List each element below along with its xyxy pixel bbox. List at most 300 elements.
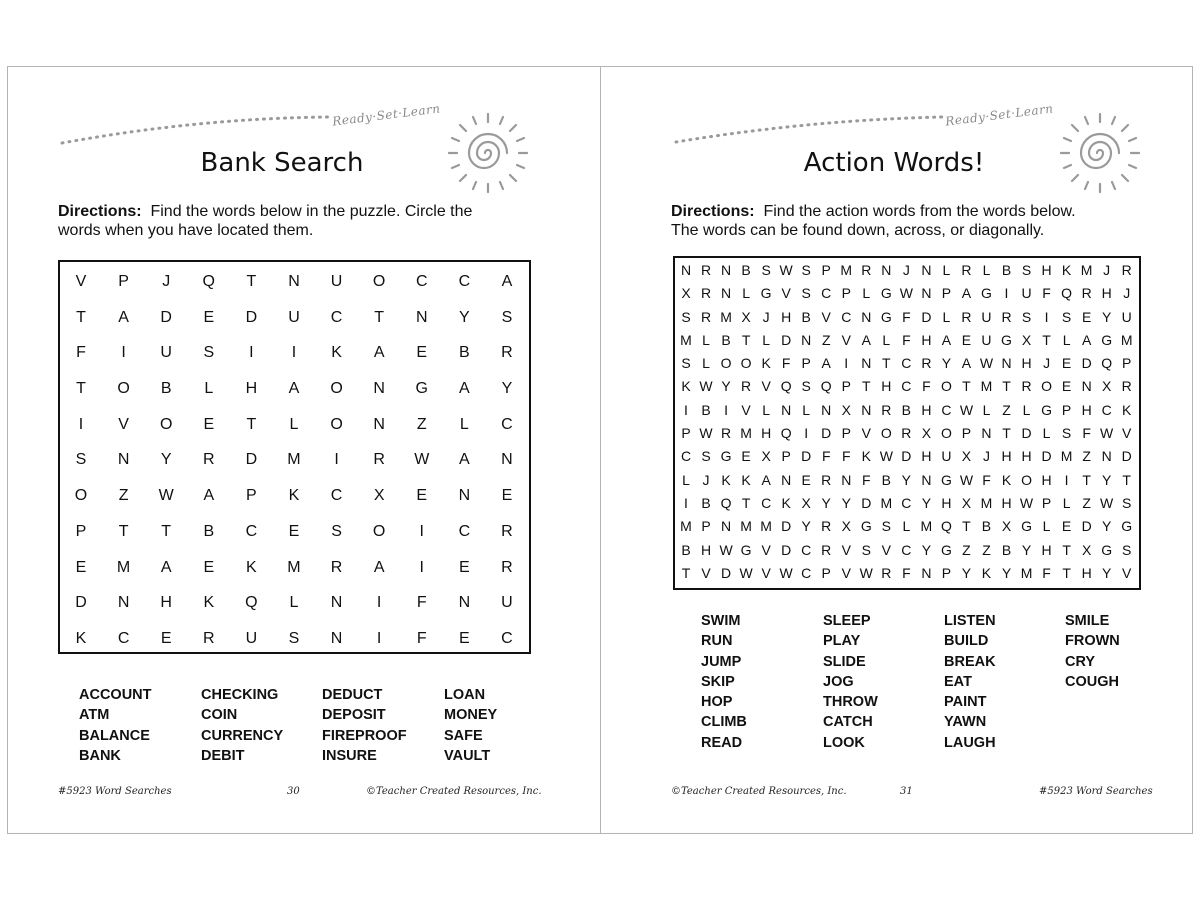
grid-letter[interactable]: C — [901, 378, 912, 395]
grid-letter[interactable]: M — [840, 262, 853, 278]
grid-letter[interactable]: P — [1041, 494, 1052, 511]
grid-letter[interactable]: Q — [820, 378, 832, 395]
grid-letter[interactable]: K — [981, 564, 992, 581]
grid-letter[interactable]: J — [1043, 355, 1051, 372]
grid-letter[interactable]: B — [160, 380, 172, 398]
grid-letter[interactable]: K — [681, 378, 691, 395]
grid-letter[interactable]: F — [781, 355, 791, 372]
grid-letter[interactable]: H — [921, 331, 932, 348]
grid-letter[interactable]: N — [330, 629, 343, 647]
grid-letter[interactable]: T — [1062, 541, 1071, 558]
grid-letter[interactable]: O — [372, 522, 386, 540]
grid-letter[interactable]: S — [75, 451, 87, 469]
grid-letter[interactable]: Q — [202, 273, 215, 290]
grid-letter[interactable]: V — [761, 541, 771, 558]
grid-letter[interactable]: R — [1121, 262, 1132, 278]
grid-letter[interactable]: E — [416, 487, 428, 505]
grid-letter[interactable]: S — [801, 262, 811, 278]
grid-letter[interactable]: T — [374, 308, 385, 326]
grid-letter[interactable]: M — [980, 494, 993, 511]
grid-letter[interactable]: Y — [1021, 541, 1032, 558]
grid-letter[interactable]: T — [76, 308, 86, 326]
grid-letter[interactable]: A — [373, 558, 385, 576]
grid-letter[interactable]: Z — [982, 541, 991, 558]
grid-letter[interactable]: N — [821, 401, 832, 418]
grid-letter[interactable]: V — [75, 273, 87, 290]
grid-letter[interactable]: W — [899, 285, 913, 302]
grid-letter[interactable]: L — [1042, 425, 1051, 442]
grid-letter[interactable]: P — [941, 564, 952, 581]
grid-letter[interactable]: T — [1042, 331, 1051, 348]
grid-letter[interactable]: Q — [780, 378, 792, 395]
grid-letter[interactable]: L — [942, 308, 951, 325]
grid-letter[interactable]: M — [760, 518, 772, 535]
grid-letter[interactable]: A — [203, 487, 215, 505]
grid-letter[interactable]: R — [373, 451, 385, 469]
grid-letter[interactable]: Y — [841, 494, 851, 511]
grid-letter[interactable]: N — [921, 262, 932, 278]
grid-letter[interactable]: D — [75, 594, 87, 612]
grid-letter[interactable]: V — [761, 564, 771, 581]
grid-letter[interactable]: S — [681, 308, 691, 325]
grid-letter[interactable]: U — [1121, 308, 1132, 325]
grid-letter[interactable]: O — [940, 425, 952, 442]
grid-letter[interactable]: V — [881, 541, 891, 558]
grid-letter[interactable]: T — [741, 331, 751, 348]
grid-letter[interactable]: G — [740, 541, 752, 558]
grid-letter[interactable]: U — [245, 629, 258, 647]
grid-letter[interactable]: W — [158, 487, 174, 505]
grid-letter[interactable]: R — [921, 355, 932, 372]
grid-letter[interactable]: B — [203, 522, 215, 540]
grid-letter[interactable]: H — [245, 380, 258, 398]
grid-letter[interactable]: P — [841, 425, 851, 442]
grid-letter[interactable]: O — [1041, 378, 1052, 395]
grid-letter[interactable]: S — [1061, 308, 1072, 325]
grid-letter[interactable]: E — [961, 331, 972, 348]
grid-letter[interactable]: R — [1121, 378, 1132, 395]
grid-letter[interactable]: C — [801, 541, 812, 558]
grid-letter[interactable]: C — [415, 273, 428, 290]
grid-letter[interactable]: A — [459, 451, 470, 469]
grid-letter[interactable]: D — [1021, 425, 1032, 442]
grid-letter[interactable]: E — [416, 344, 428, 362]
grid-letter[interactable]: K — [861, 448, 871, 465]
grid-letter[interactable]: Q — [940, 518, 952, 535]
grid-letter[interactable]: V — [118, 415, 129, 433]
grid-letter[interactable]: B — [681, 541, 691, 558]
grid-letter[interactable]: N — [458, 594, 471, 612]
grid-letter[interactable]: Q — [245, 594, 258, 612]
grid-letter[interactable]: H — [1021, 355, 1032, 372]
grid-letter[interactable]: E — [1061, 378, 1072, 395]
grid-letter[interactable]: L — [802, 401, 811, 418]
grid-letter[interactable]: A — [821, 355, 831, 372]
grid-letter[interactable]: O — [74, 487, 88, 505]
grid-letter[interactable]: T — [962, 378, 971, 395]
grid-letter[interactable]: W — [879, 448, 893, 465]
grid-letter[interactable]: L — [204, 380, 214, 398]
grid-letter[interactable]: L — [1062, 331, 1071, 348]
grid-letter[interactable]: H — [1041, 471, 1052, 488]
grid-letter[interactable]: E — [203, 415, 215, 433]
grid-letter[interactable]: R — [821, 541, 832, 558]
grid-letter[interactable]: I — [1044, 308, 1049, 325]
grid-letter[interactable]: L — [982, 262, 991, 278]
grid-letter[interactable]: I — [334, 451, 339, 469]
grid-letter[interactable]: K — [288, 487, 300, 505]
grid-letter[interactable]: Y — [1001, 564, 1012, 581]
grid-letter[interactable]: O — [740, 355, 752, 372]
grid-letter[interactable]: I — [1064, 471, 1069, 488]
grid-letter[interactable]: K — [761, 355, 771, 372]
grid-letter[interactable]: S — [861, 541, 871, 558]
grid-letter[interactable]: K — [721, 471, 731, 488]
grid-letter[interactable]: C — [680, 448, 692, 465]
grid-letter[interactable]: B — [721, 331, 731, 348]
grid-letter[interactable]: N — [1001, 355, 1012, 372]
grid-letter[interactable]: N — [330, 594, 343, 612]
grid-letter[interactable]: B — [741, 262, 751, 278]
grid-letter[interactable]: B — [881, 471, 891, 488]
grid-letter[interactable]: C — [458, 273, 471, 290]
grid-letter[interactable]: U — [160, 344, 172, 362]
grid-letter[interactable]: I — [419, 558, 424, 576]
grid-letter[interactable]: H — [1041, 262, 1052, 278]
grid-letter[interactable]: Y — [901, 471, 912, 488]
grid-letter[interactable]: E — [1061, 355, 1072, 372]
grid-letter[interactable]: M — [980, 378, 993, 395]
grid-letter[interactable]: J — [902, 262, 910, 278]
grid-letter[interactable]: N — [458, 487, 471, 505]
grid-letter[interactable]: R — [961, 308, 972, 325]
grid-letter[interactable]: S — [1122, 541, 1132, 558]
grid-letter[interactable]: H — [941, 494, 952, 511]
grid-letter[interactable]: U — [330, 273, 343, 290]
grid-letter[interactable]: E — [75, 558, 87, 576]
grid-letter[interactable]: D — [160, 308, 172, 326]
grid-letter[interactable]: Q — [780, 425, 792, 442]
grid-letter[interactable]: W — [739, 564, 753, 581]
grid-letter[interactable]: N — [373, 380, 385, 398]
grid-letter[interactable]: C — [330, 308, 343, 326]
grid-letter[interactable]: L — [1022, 401, 1031, 418]
grid-letter[interactable]: F — [982, 471, 991, 488]
grid-letter[interactable]: R — [501, 522, 513, 540]
grid-letter[interactable]: S — [1122, 494, 1132, 511]
grid-letter[interactable]: P — [701, 518, 711, 535]
grid-letter[interactable]: G — [880, 308, 892, 325]
grid-letter[interactable]: L — [1062, 494, 1071, 511]
grid-letter[interactable]: S — [801, 285, 811, 302]
grid-letter[interactable]: P — [681, 425, 691, 442]
grid-letter[interactable]: E — [288, 522, 300, 540]
grid-letter[interactable]: A — [941, 331, 952, 348]
grid-letter[interactable]: P — [118, 273, 129, 290]
grid-letter[interactable]: A — [118, 308, 129, 326]
grid-letter[interactable]: N — [861, 308, 872, 325]
grid-letter[interactable]: G — [415, 380, 428, 398]
grid-letter[interactable]: R — [700, 285, 712, 302]
grid-letter[interactable]: H — [1001, 448, 1012, 465]
grid-letter[interactable]: J — [702, 471, 710, 488]
grid-letter[interactable]: V — [841, 331, 851, 348]
grid-letter[interactable]: X — [841, 518, 851, 535]
grid-letter[interactable]: L — [742, 285, 750, 302]
grid-letter[interactable]: A — [288, 380, 300, 398]
grid-letter[interactable]: E — [1081, 308, 1092, 325]
grid-letter[interactable]: I — [684, 401, 688, 418]
grid-letter[interactable]: N — [721, 285, 732, 302]
grid-letter[interactable]: W — [414, 451, 430, 469]
grid-letter[interactable]: C — [841, 308, 852, 325]
grid-letter[interactable]: B — [901, 401, 912, 418]
grid-letter[interactable]: L — [1042, 518, 1051, 535]
grid-letter[interactable]: I — [724, 401, 728, 418]
grid-letter[interactable]: B — [801, 308, 811, 325]
grid-letter[interactable]: V — [781, 285, 791, 302]
grid-letter[interactable]: R — [1001, 308, 1012, 325]
grid-letter[interactable]: X — [681, 285, 691, 302]
grid-letter[interactable]: C — [901, 494, 912, 511]
grid-letter[interactable]: E — [160, 629, 172, 647]
grid-letter[interactable]: G — [860, 518, 872, 535]
grid-letter[interactable]: R — [1021, 378, 1032, 395]
grid-letter[interactable]: C — [761, 494, 772, 511]
grid-letter[interactable]: S — [881, 518, 891, 535]
grid-letter[interactable]: Y — [459, 308, 470, 326]
grid-letter[interactable]: I — [249, 344, 254, 362]
grid-letter[interactable]: E — [203, 558, 215, 576]
grid-letter[interactable]: A — [961, 285, 972, 302]
grid-letter[interactable]: I — [291, 344, 297, 362]
grid-letter[interactable]: G — [1121, 518, 1133, 535]
grid-letter[interactable]: X — [841, 401, 851, 418]
grid-letter[interactable]: D — [245, 451, 258, 469]
grid-letter[interactable]: I — [121, 344, 126, 362]
grid-letter[interactable]: G — [940, 541, 952, 558]
grid-letter[interactable]: V — [861, 425, 871, 442]
grid-letter[interactable]: I — [1004, 285, 1009, 302]
grid-letter[interactable]: I — [419, 522, 424, 540]
grid-letter[interactable]: X — [373, 487, 385, 505]
grid-letter[interactable]: P — [781, 448, 791, 465]
grid-letter[interactable]: F — [416, 629, 427, 647]
grid-letter[interactable]: H — [1041, 541, 1052, 558]
grid-letter[interactable]: H — [881, 378, 892, 395]
grid-letter[interactable]: G — [1101, 331, 1113, 348]
grid-letter[interactable]: M — [720, 308, 732, 325]
grid-letter[interactable]: D — [801, 448, 812, 465]
grid-letter[interactable]: O — [330, 415, 343, 433]
grid-letter[interactable]: P — [75, 522, 87, 540]
grid-letter[interactable]: Z — [416, 415, 427, 433]
grid-letter[interactable]: S — [701, 448, 711, 465]
grid-letter[interactable]: F — [902, 564, 911, 581]
grid-letter[interactable]: A — [501, 273, 513, 290]
grid-letter[interactable]: R — [881, 401, 892, 418]
grid-letter[interactable]: T — [962, 518, 971, 535]
grid-letter[interactable]: H — [1081, 401, 1092, 418]
grid-letter[interactable]: O — [372, 273, 386, 290]
grid-letter[interactable]: A — [373, 344, 385, 362]
grid-letter[interactable]: U — [288, 308, 300, 326]
grid-letter[interactable]: C — [458, 522, 471, 540]
grid-letter[interactable]: T — [246, 273, 257, 290]
grid-letter[interactable]: C — [901, 355, 912, 372]
grid-letter[interactable]: X — [1101, 378, 1112, 395]
grid-letter[interactable]: O — [1021, 471, 1032, 488]
grid-letter[interactable]: Z — [118, 487, 129, 505]
grid-letter[interactable]: F — [821, 448, 831, 465]
grid-letter[interactable]: V — [1122, 564, 1132, 581]
grid-letter[interactable]: L — [459, 415, 469, 433]
grid-letter[interactable]: M — [1020, 564, 1033, 581]
grid-letter[interactable]: B — [701, 401, 711, 418]
grid-letter[interactable]: E — [741, 448, 751, 465]
grid-letter[interactable]: T — [118, 522, 129, 540]
grid-letter[interactable]: N — [881, 262, 892, 278]
grid-letter[interactable]: F — [902, 331, 911, 348]
grid-letter[interactable]: D — [921, 308, 932, 325]
grid-letter[interactable]: V — [841, 541, 851, 558]
grid-letter[interactable]: T — [882, 355, 891, 372]
grid-letter[interactable]: P — [1061, 401, 1072, 418]
grid-letter[interactable]: O — [117, 380, 130, 398]
grid-letter[interactable]: U — [981, 331, 992, 348]
grid-letter[interactable]: D — [781, 331, 792, 348]
grid-letter[interactable]: L — [702, 331, 710, 348]
grid-letter[interactable]: X — [741, 308, 751, 325]
grid-letter[interactable]: X — [801, 494, 811, 511]
grid-letter[interactable]: C — [901, 541, 912, 558]
grid-letter[interactable]: M — [1060, 448, 1073, 465]
grid-letter[interactable]: Z — [1082, 494, 1091, 511]
grid-letter[interactable]: F — [1042, 285, 1051, 302]
grid-letter[interactable]: Z — [962, 541, 971, 558]
grid-letter[interactable]: J — [1103, 262, 1111, 278]
grid-letter[interactable]: O — [720, 355, 732, 372]
grid-letter[interactable]: F — [1042, 564, 1051, 581]
grid-letter[interactable]: E — [459, 629, 470, 647]
grid-letter[interactable]: K — [1061, 262, 1072, 278]
grid-letter[interactable]: R — [203, 629, 215, 647]
grid-letter[interactable]: M — [740, 425, 752, 442]
grid-letter[interactable]: K — [1122, 401, 1132, 418]
grid-letter[interactable]: L — [702, 355, 710, 372]
grid-letter[interactable]: M — [680, 331, 692, 348]
grid-letter[interactable]: Y — [1101, 308, 1112, 325]
grid-letter[interactable]: N — [921, 285, 932, 302]
grid-letter[interactable]: Y — [1101, 564, 1112, 581]
grid-letter[interactable]: C — [501, 415, 513, 433]
grid-letter[interactable]: R — [861, 262, 872, 278]
grid-letter[interactable]: Y — [821, 494, 831, 511]
grid-letter[interactable]: V — [841, 564, 851, 581]
grid-letter[interactable]: E — [203, 308, 215, 326]
grid-letter[interactable]: M — [116, 558, 131, 576]
grid-letter[interactable]: G — [720, 448, 732, 465]
grid-letter[interactable]: T — [741, 494, 751, 511]
grid-letter[interactable]: O — [330, 380, 343, 398]
grid-letter[interactable]: S — [1061, 425, 1072, 442]
grid-letter[interactable]: B — [459, 344, 470, 362]
grid-letter[interactable]: H — [921, 401, 932, 418]
grid-letter[interactable]: D — [1081, 355, 1092, 372]
grid-letter[interactable]: V — [741, 401, 751, 418]
grid-letter[interactable]: B — [1001, 262, 1012, 278]
grid-letter[interactable]: I — [376, 594, 382, 612]
grid-letter[interactable]: W — [979, 355, 994, 372]
grid-letter[interactable]: G — [940, 471, 952, 488]
grid-letter[interactable]: H — [700, 541, 712, 558]
grid-letter[interactable]: W — [699, 425, 713, 442]
grid-letter[interactable]: G — [880, 285, 892, 302]
grid-letter[interactable]: V — [761, 378, 771, 395]
grid-letter[interactable]: C — [330, 487, 343, 505]
grid-letter[interactable]: S — [331, 522, 342, 540]
grid-letter[interactable]: S — [288, 629, 300, 647]
grid-letter[interactable]: L — [289, 415, 299, 433]
grid-letter[interactable]: C — [117, 629, 130, 647]
grid-letter[interactable]: L — [289, 594, 299, 612]
grid-letter[interactable]: N — [781, 401, 792, 418]
grid-letter[interactable]: Y — [721, 378, 731, 395]
grid-letter[interactable]: N — [781, 471, 792, 488]
grid-letter[interactable]: L — [882, 331, 891, 348]
grid-letter[interactable]: M — [1120, 331, 1133, 348]
grid-letter[interactable]: R — [700, 308, 712, 325]
grid-letter[interactable]: M — [287, 451, 301, 469]
grid-letter[interactable]: S — [761, 262, 771, 278]
grid-letter[interactable]: H — [781, 308, 792, 325]
grid-letter[interactable]: L — [762, 331, 771, 348]
grid-letter[interactable]: T — [161, 522, 172, 540]
grid-letter[interactable]: F — [1082, 425, 1091, 442]
grid-letter[interactable]: M — [680, 518, 692, 535]
grid-letter[interactable]: R — [821, 471, 832, 488]
grid-letter[interactable]: N — [981, 425, 992, 442]
grid-letter[interactable]: K — [781, 494, 791, 511]
grid-letter[interactable]: X — [1021, 331, 1032, 348]
grid-letter[interactable]: F — [902, 308, 911, 325]
grid-letter[interactable]: N — [841, 471, 852, 488]
grid-letter[interactable]: D — [821, 425, 832, 442]
grid-letter[interactable]: R — [901, 425, 912, 442]
grid-letter[interactable]: B — [1001, 541, 1012, 558]
grid-letter[interactable]: O — [159, 415, 173, 433]
grid-letter[interactable]: Y — [941, 355, 952, 372]
grid-letter[interactable]: C — [801, 564, 812, 581]
grid-letter[interactable]: T — [681, 564, 691, 581]
grid-letter[interactable]: R — [203, 451, 215, 469]
grid-letter[interactable]: V — [701, 564, 711, 581]
grid-letter[interactable]: N — [288, 273, 300, 290]
grid-letter[interactable]: R — [721, 425, 732, 442]
grid-letter[interactable]: N — [861, 401, 872, 418]
grid-letter[interactable]: N — [1081, 378, 1092, 395]
grid-letter[interactable]: N — [117, 594, 130, 612]
grid-letter[interactable]: T — [1122, 471, 1131, 488]
grid-letter[interactable]: P — [841, 285, 851, 302]
grid-letter[interactable]: N — [801, 331, 812, 348]
grid-letter[interactable]: B — [981, 518, 992, 535]
grid-letter[interactable]: W — [779, 564, 793, 581]
grid-letter[interactable]: R — [1081, 285, 1092, 302]
grid-letter[interactable]: W — [959, 401, 974, 418]
grid-letter[interactable]: W — [1100, 494, 1114, 511]
grid-letter[interactable]: F — [416, 594, 427, 612]
